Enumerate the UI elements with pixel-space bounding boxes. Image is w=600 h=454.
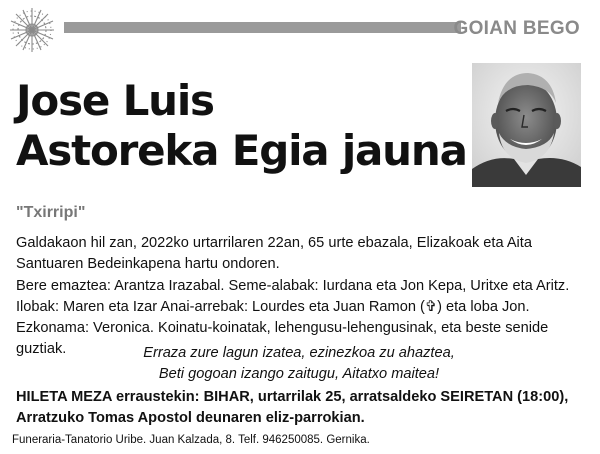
verse-line-2: Beti gogoan izango zaitugu, Aitatxo maitea! xyxy=(158,366,440,382)
family-list-part-1: Bere emaztea: Arantza Irazabal. Seme-alabak: Iurdana eta Jon Kepa, Uritxe eta Aritz. Ilobak: Maren eta Izar Anai-arrebak: Lourdes eta Juan Ramon ( xyxy=(16,278,570,315)
thistle-logo-icon xyxy=(6,6,58,54)
nickname: "Txirripi" xyxy=(16,204,86,221)
family-list-part-2: ) eta loba Jon. Ezkonama: Veronica. Koinatu-koinatak, lehengusu-lehengusinak, eta beste senide guztiak. xyxy=(16,299,549,357)
deceased-name xyxy=(16,76,467,176)
deceased-cross-icon: ✞ xyxy=(424,299,438,315)
name-line-1: Jose Luis xyxy=(16,76,214,125)
funeral-home-footer: Funeraria-Tanatorio Uribe. Juan Kalzada, 8. Telf. 946250085. Gernika. xyxy=(12,434,370,446)
memorial-verse xyxy=(16,343,582,385)
name-line-2: Astoreka Egia jauna xyxy=(16,126,467,175)
death-announcement: Galdakaon hil zan, 2022ko urtarrilaren 22an, 65 urte ebazala, Elizakoak eta Aita Santuaren Bedeinkapena hartu ondoren. xyxy=(16,235,532,272)
verse-line-1: Erraza zure lagun izatea, ezinezkoa zu ahaztea, xyxy=(143,345,455,361)
portrait-photo xyxy=(472,63,581,187)
funeral-mass-info: HILETA MEZA erraustekin: BIHAR, urtarrilak 25, arratsaldeko SEIRETAN (18:00), Arratzuko Tomas Apostol deunaren eliz-parrokian. xyxy=(16,389,569,426)
header-bar xyxy=(64,22,461,33)
section-title: GOIAN BEGO xyxy=(453,18,580,39)
